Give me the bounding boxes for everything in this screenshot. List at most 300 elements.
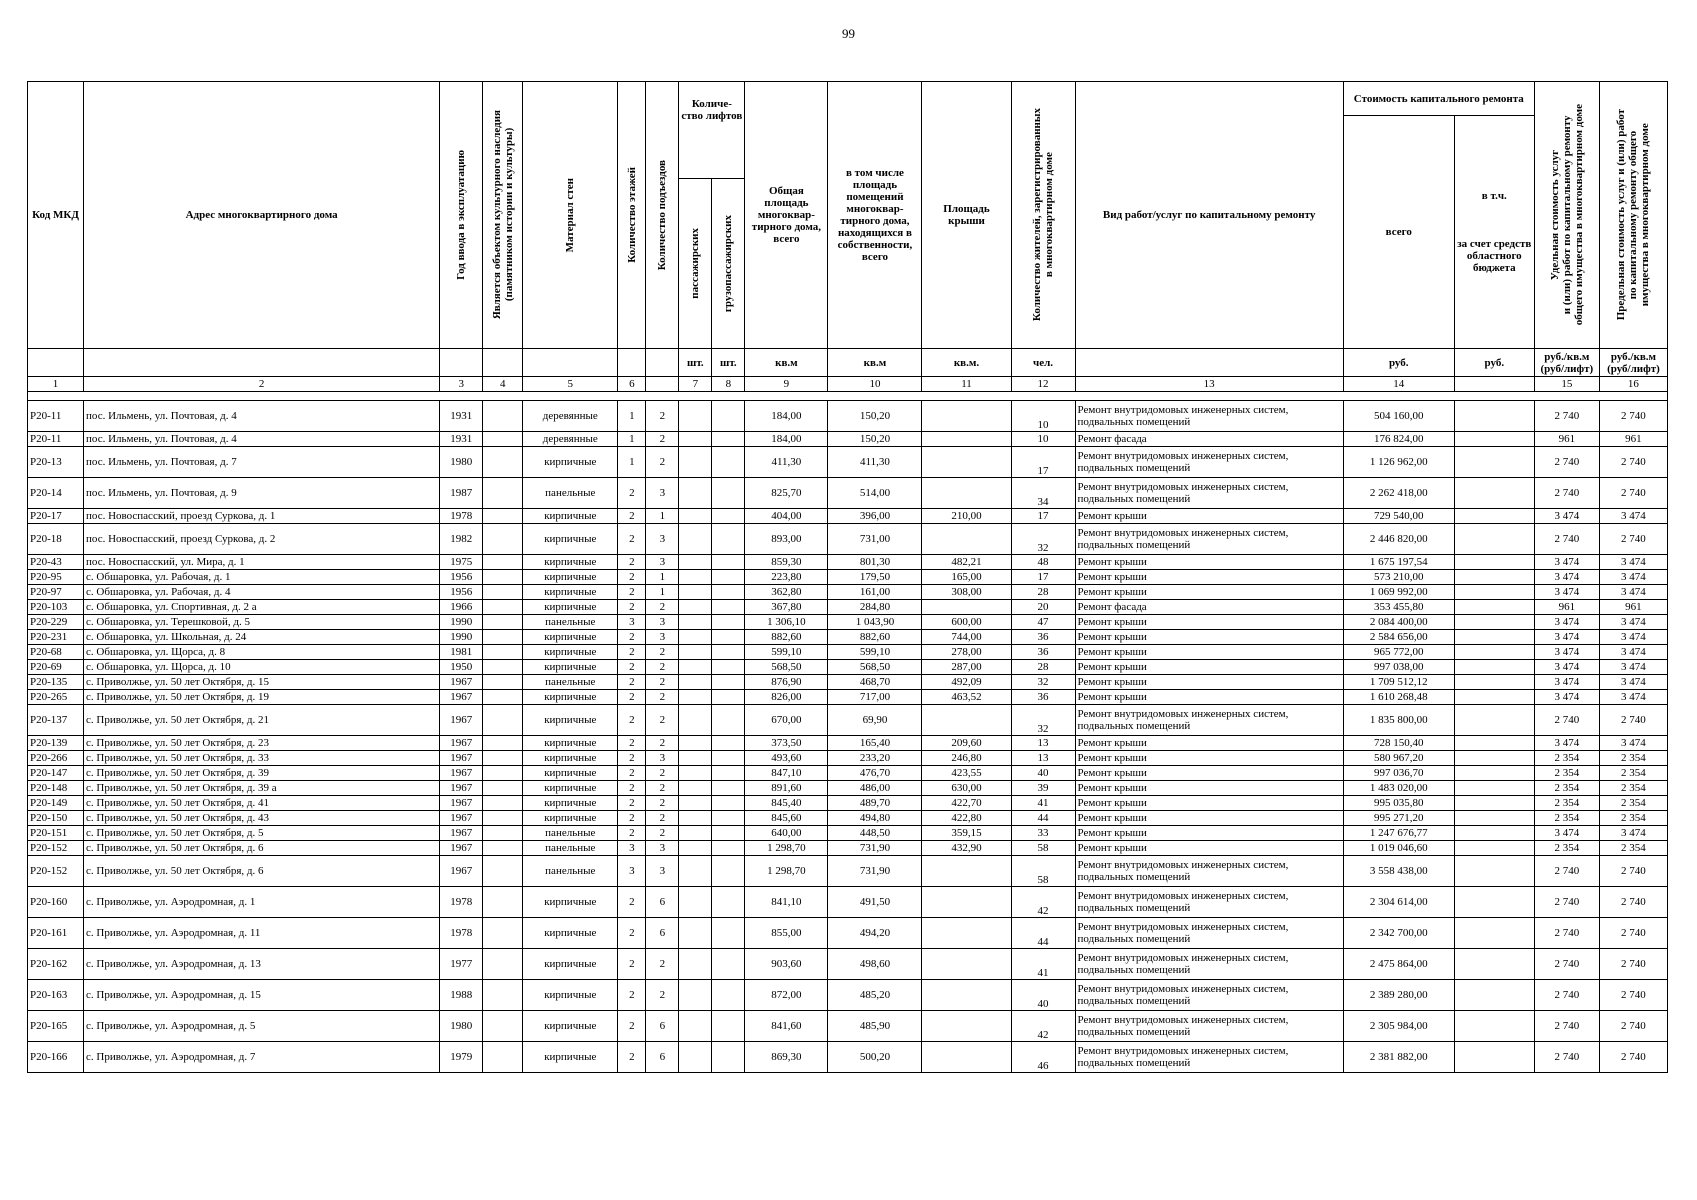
cost-regional-cell <box>1454 675 1534 690</box>
unit-cost-cell: 2 354 <box>1534 751 1599 766</box>
floors-cell: 2 <box>618 796 646 811</box>
cost-total-cell: 2 342 700,00 <box>1343 918 1454 949</box>
residents-cell: 20 <box>1011 600 1075 615</box>
work-type-cell: Ремонт крыши <box>1075 615 1343 630</box>
table-row <box>28 478 1668 509</box>
residents-cell: 44 <box>1011 811 1075 826</box>
residents-cell: 39 <box>1011 781 1075 796</box>
total-area-cell: 184,00 <box>745 432 828 447</box>
kod-cell: Р20-151 <box>28 826 84 841</box>
header-entrances: Количество подъездов <box>646 82 679 349</box>
material-cell: кирпичные <box>523 887 618 918</box>
total-area-cell: 362,80 <box>745 585 828 600</box>
material-cell: панельные <box>523 856 618 887</box>
lifts-cargo-cell <box>712 766 745 781</box>
owned-area-cell: 717,00 <box>828 690 922 705</box>
culture-cell <box>483 585 523 600</box>
page-number: 99 <box>842 26 855 41</box>
cost-regional-cell <box>1454 401 1534 432</box>
cost-total-cell: 2 584 656,00 <box>1343 630 1454 645</box>
cost-regional-cell <box>1454 856 1534 887</box>
cost-total-cell: 997 038,00 <box>1343 660 1454 675</box>
entrances-cell: 2 <box>646 949 679 980</box>
lifts-cargo-cell <box>712 887 745 918</box>
owned-area-cell: 489,70 <box>828 796 922 811</box>
floors-cell: 2 <box>618 826 646 841</box>
work-type-cell: Ремонт крыши <box>1075 796 1343 811</box>
roof-area-cell <box>922 887 1011 918</box>
address-cell: пос. Ильмень, ул. Почтовая, д. 9 <box>84 478 440 509</box>
work-type-cell: Ремонт крыши <box>1075 766 1343 781</box>
residents-cell: 32 <box>1011 705 1075 736</box>
column-number: 4 <box>483 377 523 392</box>
entrances-cell: 2 <box>646 796 679 811</box>
culture-cell <box>483 432 523 447</box>
year-cell: 1931 <box>440 432 483 447</box>
year-cell: 1987 <box>440 478 483 509</box>
limit-cost-cell: 3 474 <box>1599 826 1667 841</box>
total-area-cell: 493,60 <box>745 751 828 766</box>
header-cost: Стоимость капитального ремонта <box>1343 82 1534 116</box>
cost-regional-cell <box>1454 645 1534 660</box>
limit-cost-cell: 2 740 <box>1599 980 1667 1011</box>
year-cell: 1931 <box>440 401 483 432</box>
cost-regional-cell <box>1454 524 1534 555</box>
table-row <box>28 585 1668 600</box>
floors-cell: 2 <box>618 887 646 918</box>
cost-total-cell: 580 967,20 <box>1343 751 1454 766</box>
material-cell: кирпичные <box>523 736 618 751</box>
year-cell: 1967 <box>440 675 483 690</box>
address-cell: с. Приволжье, ул. Аэродромная, д. 15 <box>84 980 440 1011</box>
owned-area-cell: 448,50 <box>828 826 922 841</box>
unit-cell: руб./кв.м (руб/лифт) <box>1599 349 1667 377</box>
column-number: 10 <box>828 377 922 392</box>
material-cell: деревянные <box>523 432 618 447</box>
entrances-cell: 6 <box>646 887 679 918</box>
unit-cost-cell: 2 354 <box>1534 781 1599 796</box>
header-cost-total: всего <box>1343 116 1454 349</box>
lifts-cargo-cell <box>712 401 745 432</box>
limit-cost-cell: 3 474 <box>1599 555 1667 570</box>
cost-total-cell: 2 381 882,00 <box>1343 1042 1454 1073</box>
kod-cell: Р20-152 <box>28 856 84 887</box>
roof-area-cell <box>922 401 1011 432</box>
work-type-cell: Ремонт внутридомовых инженерных систем, подвальных помещений <box>1075 856 1343 887</box>
total-area-cell: 872,00 <box>745 980 828 1011</box>
lifts-cargo-cell <box>712 555 745 570</box>
address-cell: пос. Ильмень, ул. Почтовая, д. 4 <box>84 432 440 447</box>
entrances-cell: 3 <box>646 751 679 766</box>
address-cell: пос. Ильмень, ул. Почтовая, д. 7 <box>84 447 440 478</box>
year-cell: 1967 <box>440 781 483 796</box>
roof-area-cell: 422,80 <box>922 811 1011 826</box>
residents-cell: 28 <box>1011 585 1075 600</box>
culture-cell <box>483 766 523 781</box>
floors-cell: 2 <box>618 585 646 600</box>
table-row <box>28 600 1668 615</box>
unit-cost-cell: 2 740 <box>1534 887 1599 918</box>
limit-cost-cell: 2 740 <box>1599 401 1667 432</box>
material-cell: панельные <box>523 675 618 690</box>
floors-cell: 2 <box>618 690 646 705</box>
residents-cell: 32 <box>1011 675 1075 690</box>
table-row <box>28 630 1668 645</box>
work-type-cell: Ремонт внутридомовых инженерных систем, подвальных помещений <box>1075 401 1343 432</box>
cost-regional-cell <box>1454 705 1534 736</box>
year-cell: 1967 <box>440 856 483 887</box>
unit-cost-cell: 3 474 <box>1534 630 1599 645</box>
kod-cell: Р20-148 <box>28 781 84 796</box>
lifts-cargo-cell <box>712 736 745 751</box>
lifts-cargo-cell <box>712 918 745 949</box>
culture-cell <box>483 690 523 705</box>
cost-total-cell: 997 036,70 <box>1343 766 1454 781</box>
owned-area-cell: 1 043,90 <box>828 615 922 630</box>
table-row <box>28 509 1668 524</box>
total-area-cell: 825,70 <box>745 478 828 509</box>
work-type-cell: Ремонт внутридомовых инженерных систем, подвальных помещений <box>1075 1042 1343 1073</box>
table-row <box>28 751 1668 766</box>
limit-cost-cell: 2 740 <box>1599 918 1667 949</box>
entrances-cell: 1 <box>646 570 679 585</box>
total-area-cell: 826,00 <box>745 690 828 705</box>
roof-area-cell <box>922 949 1011 980</box>
lifts-pass-cell <box>679 401 712 432</box>
entrances-cell: 2 <box>646 432 679 447</box>
lifts-pass-cell <box>679 949 712 980</box>
header-year: Год ввода в эксплуатацию <box>440 82 483 349</box>
cost-total-cell: 2 475 864,00 <box>1343 949 1454 980</box>
header-lifts-pass: пассажирских <box>679 179 712 349</box>
roof-area-cell <box>922 1042 1011 1073</box>
address-cell: с. Обшаровка, ул. Рабочая, д. 1 <box>84 570 440 585</box>
floors-cell: 2 <box>618 736 646 751</box>
lifts-pass-cell <box>679 630 712 645</box>
unit-cost-cell: 2 354 <box>1534 811 1599 826</box>
address-cell: с. Приволжье, ул. 50 лет Октября, д. 41 <box>84 796 440 811</box>
cost-total-cell: 2 304 614,00 <box>1343 887 1454 918</box>
owned-area-cell: 500,20 <box>828 1042 922 1073</box>
address-cell: с. Приволжье, ул. 50 лет Октября, д. 23 <box>84 736 440 751</box>
roof-area-cell: 210,00 <box>922 509 1011 524</box>
unit-cell: шт. <box>679 349 712 377</box>
cost-total-cell: 3 558 438,00 <box>1343 856 1454 887</box>
column-number: 9 <box>745 377 828 392</box>
address-cell: с. Обшаровка, ул. Школьная, д. 24 <box>84 630 440 645</box>
lifts-cargo-cell <box>712 841 745 856</box>
limit-cost-cell: 3 474 <box>1599 675 1667 690</box>
residents-cell: 13 <box>1011 736 1075 751</box>
lifts-cargo-cell <box>712 826 745 841</box>
floors-cell: 2 <box>618 555 646 570</box>
address-cell: пос. Новоспасский, проезд Суркова, д. 2 <box>84 524 440 555</box>
cost-regional-cell <box>1454 555 1534 570</box>
work-type-cell: Ремонт крыши <box>1075 630 1343 645</box>
total-area-cell: 640,00 <box>745 826 828 841</box>
header-lifts: Количе-ство лифтов <box>679 82 745 179</box>
table-row <box>28 887 1668 918</box>
unit-cost-cell: 3 474 <box>1534 736 1599 751</box>
work-type-cell: Ремонт крыши <box>1075 570 1343 585</box>
total-area-cell: 223,80 <box>745 570 828 585</box>
lifts-cargo-cell <box>712 478 745 509</box>
entrances-cell: 2 <box>646 781 679 796</box>
lifts-pass-cell <box>679 751 712 766</box>
entrances-cell: 2 <box>646 447 679 478</box>
unit-cost-cell: 2 740 <box>1534 856 1599 887</box>
roof-area-cell <box>922 524 1011 555</box>
cost-total-cell: 2 446 820,00 <box>1343 524 1454 555</box>
table-row <box>28 555 1668 570</box>
unit-cost-cell: 2 354 <box>1534 766 1599 781</box>
floors-cell: 3 <box>618 615 646 630</box>
owned-area-cell: 486,00 <box>828 781 922 796</box>
kod-cell: Р20-18 <box>28 524 84 555</box>
year-cell: 1967 <box>440 690 483 705</box>
year-cell: 1975 <box>440 555 483 570</box>
residents-cell: 17 <box>1011 570 1075 585</box>
material-cell: кирпичные <box>523 705 618 736</box>
total-area-cell: 1 298,70 <box>745 841 828 856</box>
work-type-cell: Ремонт крыши <box>1075 751 1343 766</box>
address-cell: с. Приволжье, ул. Аэродромная, д. 11 <box>84 918 440 949</box>
cost-total-cell: 1 069 992,00 <box>1343 585 1454 600</box>
owned-area-cell: 411,30 <box>828 447 922 478</box>
address-cell: с. Приволжье, ул. Аэродромная, д. 5 <box>84 1011 440 1042</box>
limit-cost-cell: 2 740 <box>1599 856 1667 887</box>
work-type-cell: Ремонт крыши <box>1075 826 1343 841</box>
year-cell: 1956 <box>440 570 483 585</box>
residents-cell: 46 <box>1011 1042 1075 1073</box>
units-row <box>28 349 1668 377</box>
floors-cell: 3 <box>618 856 646 887</box>
table-row <box>28 766 1668 781</box>
owned-area-cell: 731,00 <box>828 524 922 555</box>
year-cell: 1979 <box>440 1042 483 1073</box>
lifts-pass-cell <box>679 615 712 630</box>
kod-cell: Р20-231 <box>28 630 84 645</box>
material-cell: кирпичные <box>523 751 618 766</box>
table-row <box>28 447 1668 478</box>
roof-area-cell: 744,00 <box>922 630 1011 645</box>
header-address: Адрес многоквартирного дома <box>84 82 440 349</box>
material-cell: панельные <box>523 478 618 509</box>
kod-cell: Р20-135 <box>28 675 84 690</box>
year-cell: 1977 <box>440 949 483 980</box>
cost-total-cell: 1 709 512,12 <box>1343 675 1454 690</box>
lifts-cargo-cell <box>712 675 745 690</box>
owned-area-cell: 491,50 <box>828 887 922 918</box>
roof-area-cell <box>922 705 1011 736</box>
unit-cell: руб. <box>1343 349 1454 377</box>
cost-regional-cell <box>1454 980 1534 1011</box>
entrances-cell: 2 <box>646 736 679 751</box>
roof-area-cell <box>922 432 1011 447</box>
lifts-pass-cell <box>679 796 712 811</box>
kod-cell: Р20-165 <box>28 1011 84 1042</box>
work-type-cell: Ремонт крыши <box>1075 675 1343 690</box>
total-area-cell: 891,60 <box>745 781 828 796</box>
culture-cell <box>483 447 523 478</box>
owned-area-cell: 731,90 <box>828 856 922 887</box>
roof-area-cell: 463,52 <box>922 690 1011 705</box>
entrances-cell: 2 <box>646 690 679 705</box>
table-row <box>28 690 1668 705</box>
roof-area-cell <box>922 918 1011 949</box>
residents-cell: 42 <box>1011 1011 1075 1042</box>
cost-total-cell: 2 389 280,00 <box>1343 980 1454 1011</box>
roof-area-cell <box>922 478 1011 509</box>
work-type-cell: Ремонт фасада <box>1075 600 1343 615</box>
column-number: 12 <box>1011 377 1075 392</box>
roof-area-cell: 359,15 <box>922 826 1011 841</box>
cost-total-cell: 1 247 676,77 <box>1343 826 1454 841</box>
material-cell: кирпичные <box>523 447 618 478</box>
roof-area-cell <box>922 447 1011 478</box>
owned-area-cell: 179,50 <box>828 570 922 585</box>
address-cell: с. Обшаровка, ул. Щорса, д. 10 <box>84 660 440 675</box>
cost-total-cell: 2 262 418,00 <box>1343 478 1454 509</box>
lifts-cargo-cell <box>712 600 745 615</box>
year-cell: 1967 <box>440 751 483 766</box>
residents-cell: 48 <box>1011 555 1075 570</box>
year-cell: 1967 <box>440 736 483 751</box>
owned-area-cell: 468,70 <box>828 675 922 690</box>
lifts-pass-cell <box>679 432 712 447</box>
owned-area-cell: 284,80 <box>828 600 922 615</box>
entrances-cell: 3 <box>646 478 679 509</box>
limit-cost-cell: 2 740 <box>1599 949 1667 980</box>
cost-regional-cell <box>1454 478 1534 509</box>
culture-cell <box>483 600 523 615</box>
address-cell: с. Приволжье, ул. Аэродромная, д. 13 <box>84 949 440 980</box>
roof-area-cell: 278,00 <box>922 645 1011 660</box>
material-cell: кирпичные <box>523 796 618 811</box>
floors-cell: 2 <box>618 524 646 555</box>
owned-area-cell: 476,70 <box>828 766 922 781</box>
material-cell: кирпичные <box>523 630 618 645</box>
floors-cell: 2 <box>618 675 646 690</box>
culture-cell <box>483 826 523 841</box>
roof-area-cell: 246,80 <box>922 751 1011 766</box>
unit-cost-cell: 2 740 <box>1534 524 1599 555</box>
culture-cell <box>483 555 523 570</box>
unit-cost-cell: 3 474 <box>1534 645 1599 660</box>
residents-cell: 13 <box>1011 751 1075 766</box>
lifts-cargo-cell <box>712 570 745 585</box>
owned-area-cell: 396,00 <box>828 509 922 524</box>
cost-total-cell: 995 035,80 <box>1343 796 1454 811</box>
kod-cell: Р20-17 <box>28 509 84 524</box>
work-type-cell: Ремонт внутридомовых инженерных систем, подвальных помещений <box>1075 1011 1343 1042</box>
table-row <box>28 660 1668 675</box>
cost-total-cell: 1 610 268,48 <box>1343 690 1454 705</box>
unit-cost-cell: 2 740 <box>1534 401 1599 432</box>
unit-cost-cell: 3 474 <box>1534 585 1599 600</box>
culture-cell <box>483 509 523 524</box>
work-type-cell: Ремонт внутридомовых инженерных систем, подвальных помещений <box>1075 887 1343 918</box>
lifts-cargo-cell <box>712 949 745 980</box>
total-area-cell: 845,40 <box>745 796 828 811</box>
address-cell: с. Приволжье, ул. 50 лет Октября, д. 33 <box>84 751 440 766</box>
cost-total-cell: 573 210,00 <box>1343 570 1454 585</box>
roof-area-cell: 432,90 <box>922 841 1011 856</box>
culture-cell <box>483 841 523 856</box>
address-cell: с. Приволжье, ул. 50 лет Октября, д. 6 <box>84 856 440 887</box>
material-cell: кирпичные <box>523 980 618 1011</box>
work-type-cell: Ремонт крыши <box>1075 781 1343 796</box>
year-cell: 1980 <box>440 1011 483 1042</box>
year-cell: 1988 <box>440 980 483 1011</box>
table-row <box>28 841 1668 856</box>
table-row <box>28 401 1668 432</box>
residents-cell: 40 <box>1011 980 1075 1011</box>
address-cell: с. Обшаровка, ул. Щорса, д. 8 <box>84 645 440 660</box>
culture-cell <box>483 524 523 555</box>
residents-cell: 10 <box>1011 432 1075 447</box>
table-row <box>28 570 1668 585</box>
table-row <box>28 918 1668 949</box>
limit-cost-cell: 3 474 <box>1599 585 1667 600</box>
lifts-pass-cell <box>679 524 712 555</box>
unit-cell: кв.м. <box>922 349 1011 377</box>
roof-area-cell: 423,55 <box>922 766 1011 781</box>
year-cell: 1950 <box>440 660 483 675</box>
lifts-pass-cell <box>679 585 712 600</box>
work-type-cell: Ремонт внутридомовых инженерных систем, подвальных помещений <box>1075 949 1343 980</box>
floors-cell: 1 <box>618 447 646 478</box>
material-cell: кирпичные <box>523 570 618 585</box>
floors-cell: 3 <box>618 841 646 856</box>
floors-cell: 2 <box>618 781 646 796</box>
floors-cell: 2 <box>618 660 646 675</box>
lifts-pass-cell <box>679 826 712 841</box>
lifts-pass-cell <box>679 447 712 478</box>
floors-cell: 2 <box>618 918 646 949</box>
material-cell: кирпичные <box>523 811 618 826</box>
culture-cell <box>483 660 523 675</box>
entrances-cell: 3 <box>646 841 679 856</box>
lifts-cargo-cell <box>712 811 745 826</box>
floors-cell: 2 <box>618 509 646 524</box>
material-cell: кирпичные <box>523 555 618 570</box>
cost-regional-cell <box>1454 766 1534 781</box>
year-cell: 1967 <box>440 766 483 781</box>
kod-cell: Р20-265 <box>28 690 84 705</box>
culture-cell <box>483 949 523 980</box>
unit-cell: руб. <box>1454 349 1534 377</box>
culture-cell <box>483 675 523 690</box>
address-cell: с. Приволжье, ул. Аэродромная, д. 7 <box>84 1042 440 1073</box>
culture-cell <box>483 615 523 630</box>
residents-cell: 42 <box>1011 887 1075 918</box>
culture-cell <box>483 980 523 1011</box>
table-row <box>28 705 1668 736</box>
lifts-cargo-cell <box>712 585 745 600</box>
unit-cost-cell: 3 474 <box>1534 570 1599 585</box>
roof-area-cell: 600,00 <box>922 615 1011 630</box>
table-row <box>28 949 1668 980</box>
cost-regional-cell <box>1454 570 1534 585</box>
cost-total-cell: 2 084 400,00 <box>1343 615 1454 630</box>
header-limit-cost: Предельная стоимость услуг и (или) работ по капитальному ремонту общего имущества в многоквартирном доме <box>1599 82 1667 349</box>
owned-area-cell: 494,80 <box>828 811 922 826</box>
limit-cost-cell: 2 740 <box>1599 887 1667 918</box>
limit-cost-cell: 2 354 <box>1599 781 1667 796</box>
entrances-cell: 6 <box>646 918 679 949</box>
total-area-cell: 568,50 <box>745 660 828 675</box>
